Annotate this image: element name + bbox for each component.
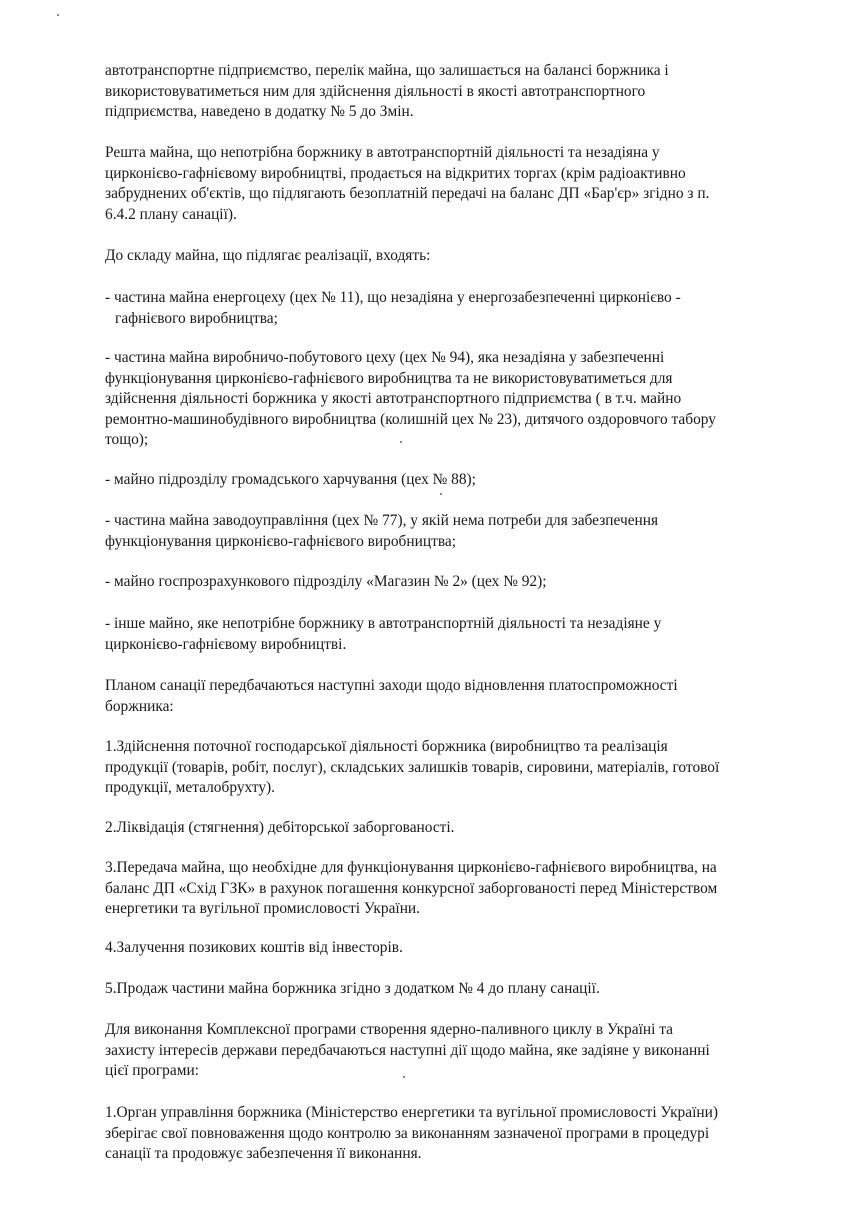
text-line: - частина майна заводоуправління (цех № 77), у якій нема потреби для забезпечення bbox=[105, 512, 659, 529]
list-item-production-shop bbox=[105, 348, 817, 451]
text-line: Решта майна, що непотрібна боржнику в автотранспортній діяльності та незадіяна у bbox=[105, 144, 660, 161]
text-line: санації та продовжує забезпечення її виконання. bbox=[105, 1145, 422, 1162]
text-line: тощо); bbox=[105, 431, 149, 448]
text-line: 6.4.2 плану санації). bbox=[105, 205, 237, 223]
measure-item-5 bbox=[105, 979, 817, 1000]
measure-item-1 bbox=[105, 737, 817, 799]
text-line: До складу майна, що підлягає реалізації, входять: bbox=[105, 247, 431, 264]
text-line: гафнієвого виробництва; bbox=[115, 309, 278, 327]
text-line: функціонування цирконієво-гафнієвого виробництва; bbox=[105, 532, 456, 550]
text-line: 4.Залучення позикових коштів від інвесторів. bbox=[105, 939, 403, 956]
list-item-other-property bbox=[105, 614, 817, 655]
measure-item-4 bbox=[105, 938, 817, 959]
text-line: 2.Ліквідація (стягнення) дебіторської заборгованості. bbox=[105, 819, 455, 836]
text-line: енергетики та вугільної промисловості України. bbox=[105, 900, 421, 917]
text-line: Для виконання Комплексної програми створення ядерно-паливного циклу в Україні та bbox=[105, 1021, 673, 1038]
scan-speck bbox=[57, 14, 59, 16]
text-line: використовуватиметься ним для здійснення діяльності в якості автотранспортного bbox=[105, 82, 646, 100]
text-line: ремонтно-машинобудівного виробництва (колишній цех № 23), дитячого оздоровчого табору bbox=[105, 410, 716, 428]
scan-speck bbox=[440, 493, 442, 495]
list-item-energy-shop bbox=[105, 288, 817, 329]
text-line: продукції (товарів, робіт, послуг), складських залишків товарів, сировини, матеріалів, готової bbox=[105, 758, 720, 776]
text-line: здійснення діяльності боржника у якості автотранспортного підприємства ( в т.ч. майно bbox=[105, 390, 682, 407]
text-line: - інше майно, яке непотрібне боржнику в автотранспортній діяльності та незадіяне у bbox=[105, 615, 662, 632]
paragraph-remaining-property bbox=[105, 143, 817, 225]
text-line: функціонування цирконієво-гафнієвого виробництва та не використовуватиметься для bbox=[105, 369, 673, 387]
text-line: 3.Передача майна, що необхідне для функціонування цирконієво-гафнієвого виробництва, на bbox=[105, 859, 717, 876]
text-line: 1.Здійснення поточної господарської діяльності боржника (виробництво та реалізація bbox=[105, 738, 668, 755]
text-line: 5.Продаж частини майна боржника згідно з додатком № 4 до плану санації. bbox=[105, 980, 600, 997]
text-line: цирконієво-гафнієвому виробництві, продається на відкритих торгах (крім радіоактивно bbox=[105, 164, 686, 182]
text-line: зберігає свої повноваження щодо контролю за виконанням зазначеної програми в процедурі bbox=[105, 1124, 710, 1142]
paragraph-nuclear-fuel-program bbox=[105, 1020, 817, 1082]
text-line: 1.Орган управління боржника (Міністерство енергетики та вугільної промисловості України) bbox=[105, 1104, 718, 1121]
list-item-catering bbox=[105, 470, 817, 491]
text-line: - частина майна енергоцеху (цех № 11), що незадіяна у енергозабезпеченні цирконієво - bbox=[105, 289, 681, 306]
text-line: - частина майна виробничо-побутового цеху (цех № 94), яка незадіяна у забезпеченні bbox=[105, 349, 665, 366]
measure-item-2 bbox=[105, 818, 817, 839]
scan-speck bbox=[400, 441, 402, 443]
text-line: боржника: bbox=[105, 697, 174, 715]
scan-speck bbox=[403, 1076, 405, 1078]
text-line: цирконієво-гафнієвому виробництві. bbox=[105, 635, 347, 653]
paragraph-property-list-appendix bbox=[105, 61, 817, 123]
list-item-shop-no2 bbox=[105, 572, 817, 593]
text-line: забруднених об'єктів, що підлягають безоплатній передачі на баланс ДП «Бар'єр» згідно з п. bbox=[105, 185, 710, 202]
text-line: цієї програми: bbox=[105, 1062, 199, 1079]
text-line: Планом санації передбачаються наступні заходи щодо відновлення платоспроможності bbox=[105, 677, 678, 694]
text-line: баланс ДП «Схід ГЗК» в рахунок погашення конкурсної заборгованості перед Міністерством bbox=[105, 879, 718, 897]
text-line: продукції, металобрухту). bbox=[105, 779, 276, 796]
program-action-item-1 bbox=[105, 1103, 817, 1165]
text-line: підприємства, наведено в додатку № 5 до Змін. bbox=[105, 103, 414, 120]
text-line: захисту інтересів держави передбачаються наступні дії щодо майна, яке задіяне у виконанні bbox=[105, 1041, 710, 1059]
list-item-administration bbox=[105, 511, 817, 552]
measure-item-3 bbox=[105, 858, 817, 920]
paragraph-property-composition-heading bbox=[105, 246, 817, 267]
text-line: - майно госпрозрахункового підрозділу «Магазин № 2» (цех № 92); bbox=[105, 573, 547, 590]
paragraph-sanation-measures bbox=[105, 676, 817, 717]
text-line: автотранспортне підприємство, перелік майна, що залишається на балансі боржника і bbox=[105, 62, 669, 79]
text-line: - майно підрозділу громадського харчування (цех № 88); bbox=[105, 471, 476, 488]
